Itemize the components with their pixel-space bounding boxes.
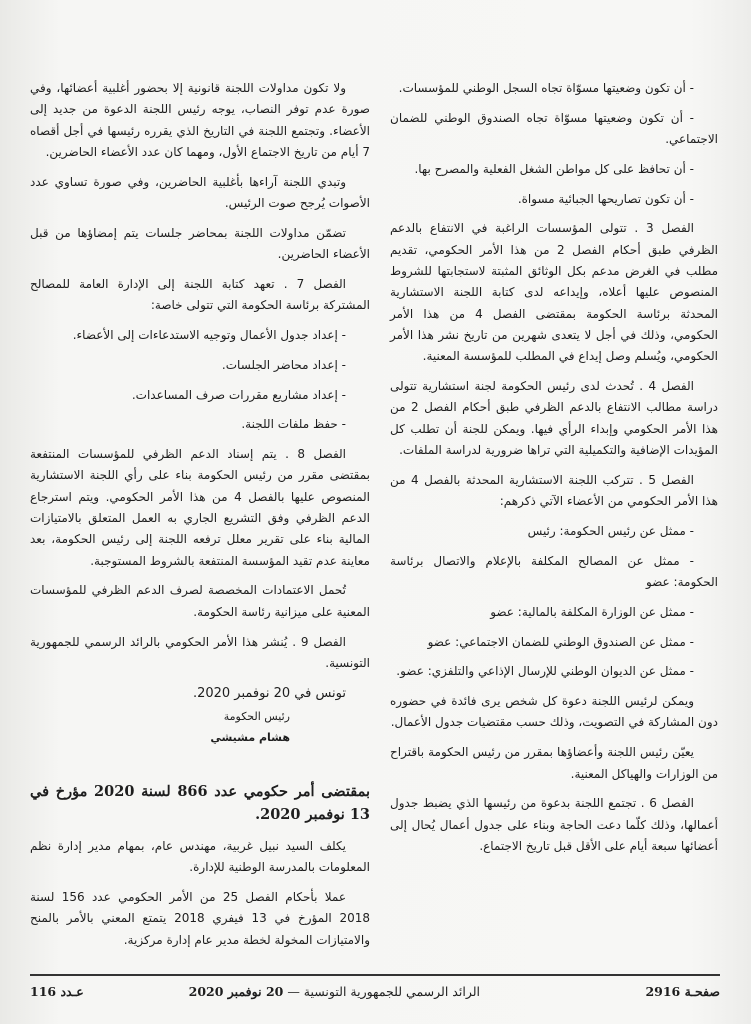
journal-info — [189, 984, 480, 999]
left-column-items — [30, 78, 370, 674]
issue-number: عـدد 116 — [30, 984, 84, 999]
right-column-items — [390, 78, 718, 857]
list-item: - إعداد محاضر الجلسات. — [221, 357, 346, 372]
list-item: - أن تكون وضعيتها مسوّاة تجاه الصندوق الوطني للضمان الاجتماعي. — [390, 110, 718, 147]
paragraph: يكلف السيد نبيل غربية، مهندس عام، بمهام مدير إدارة نظم المعلومات بالمدرسة الوطنية للإدارة. — [30, 838, 370, 875]
paragraph: الفصل 9 . يُنشر هذا الأمر الحكومي بالرائد الرسمي للجمهورية التونسية. — [30, 634, 370, 670]
paragraph: الفصل 5 . تتركب اللجنة الاستشارية المحدثة بالفصل 4 من هذا الأمر الحكومي من الأعضاء الآتي ذكرهم: — [390, 472, 718, 509]
list-item: - ممثل عن الديوان الوطني للإرسال الإذاعي والتلفزي: عضو. — [396, 664, 694, 679]
decree-items — [30, 836, 370, 951]
list-item: - أن تكون تصاريحها الجبائية مسواة. — [517, 191, 694, 206]
right-column — [390, 78, 718, 866]
paragraph: ويمكن لرئيس اللجنة دعوة كل شخص يرى فائدة في حضوره دون المشاركة في التصويت، وذلك حسب مقتضيات جدول الأعمال. — [390, 694, 718, 730]
page-footer — [30, 984, 720, 1006]
list-item: - إعداد جدول الأعمال وتوجيه الاستدعاءات إلى الأعضاء. — [72, 327, 346, 342]
list-item: - ممثل عن الصندوق الوطني للضمان الاجتماعي: عضو — [427, 634, 694, 649]
paragraph: تضمّن مداولات اللجنة بمحاضر جلسات يتم إمضاؤها من قبل الأعضاء الحاضرين. — [30, 225, 370, 262]
paragraph: يعيّن رئيس اللجنة وأعضاؤها بمقرر من رئيس الحكومة باقتراح من الوزارات والهياكل المعنية. — [390, 745, 718, 781]
list-item: - أن تكون وضعيتها مسوّاة تجاه السجل الوطني للمؤسسات. — [398, 81, 694, 95]
paragraph: ولا تكون مداولات اللجنة قانونية إلا بحضور أغلبية أعضائها، وفي صورة عدم توفر النصاب، يوجه رئيس اللجنة الدعوة من جديد إلى الأعضاء. وتجتمع اللجنة في التاريخ الذي يقرره رئيسها في أجل أقصاه 7 أيام من تاريخ الاجتماع الأول، ومهما كان عدد الأعضاء الحاضرين. — [30, 81, 370, 159]
list-item: - حفظ ملفات اللجنة. — [241, 417, 346, 432]
signing-date: تونس في 20 نوفمبر 2020. — [192, 685, 346, 701]
list-item: - ممثل عن رئيس الحكومة: رئيس — [527, 523, 694, 538]
paragraph: الفصل 4 . تُحدث لدى رئيس الحكومة لجنة استشارية تتولى دراسة مطالب الانتفاع بالدعم الظرفي طبق أحكام الفصل 2 من هذا الأمر الحكومي وإبداء الرأي فيها. ويمكن للجنة أن تطلب كل المؤيدات الإضافية والتكميلية التي تراها ضرورية لدراسة الملفات. — [390, 379, 719, 457]
decree-heading: بمقتضى أمر حكومي عدد 866 لسنة 2020 مؤرخ في 13 نوفمبر 2020. — [30, 782, 371, 823]
journal-separator: — — [283, 984, 304, 999]
signature-title: رئيس الحكومة — [223, 709, 290, 723]
left-column — [30, 78, 370, 959]
paragraph: الفصل 6 . تجتمع اللجنة بدعوة من رئيسها الذي يضبط جدول أعمالها، وذلك كلّما دعت الحاجة وبناء على جدول أعمال يُحال إلى أعضائها سبعة أيام على الأقل قبل تاريخ الاجتماع. — [390, 796, 718, 853]
journal-date: 20 نوفمبر 2020 — [188, 984, 284, 999]
paragraph: الفصل 7 . تعهد كتابة اللجنة إلى الإدارة العامة للمصالح المشتركة برئاسة الحكومة التي تتولى خاصة: — [30, 276, 370, 313]
paragraph: الفصل 8 . يتم إسناد الدعم الظرفي للمؤسسات المنتفعة بمقتضى مقرر من رئيس الحكومة بناء على رأي اللجنة الاستشارية المنصوص عليها بالفصل 4 من هذا الأمر الحكومي. ويتم استرجاع الدعم الظرفي وفق التشريع الجاري به العمل المتعلق بالامتيازات المالية بناء على تقرير معلل ترفعه اللجنة إلى رئيس الحكومة، بعد معاينة عدم تقيد المؤسسة المنتفعة بالشروط المستوجبة. — [30, 447, 370, 568]
page-number: صفحـة 2916 — [645, 984, 720, 999]
list-item: - ممثل عن الوزارة المكلفة بالمالية: عضو — [490, 604, 694, 619]
list-item: - أن تحافظ على كل مواطن الشغل الفعلية والمصرح بها. — [414, 161, 694, 176]
paragraph: الفصل 3 . تتولى المؤسسات الراغبة في الانتفاع بالدعم الظرفي طبق أحكام الفصل 2 من هذا الأمر الحكومي، تقديم مطلب في الغرض مدعم بكل الوثائق المثبتة لاستجابتها للشروط المنصوص عليها أعلاه، وإيداعه لدى كتابة اللجنة الاستشارية المحدثة برئاسة الحكومة بمقتضى الفصل 4 من هذا الأمر الحكومي، وذلك في أجل لا يتعدى شهرين من تاريخ نشر هذا الأمر الحكومي، ويُسلم وصل إيداع في المطلب للمؤسسة المعنية. — [390, 221, 718, 364]
paragraph: تُحمل الاعتمادات المخصصة لصرف الدعم الظرفي للمؤسسات المعنية على ميزانية رئاسة الحكومة. — [30, 583, 370, 619]
paragraph: وتبدي اللجنة آراءها بأغلبية الحاضرين، وفي صورة تساوي عدد الأصوات يُرجح صوت الرئيس. — [30, 174, 370, 210]
journal-title: الرائد الرسمي للجمهورية التونسية — [303, 984, 480, 999]
paragraph: عملا بأحكام الفصل 25 من الأمر الحكومي عدد 156 لسنة 2018 المؤرخ في 13 فيفري 2018 يتمتع المعني بالأمر بالمنح والامتيازات المخولة لخطة مدير عام إدارة مركزية. — [30, 890, 370, 947]
footer-divider — [30, 974, 720, 976]
list-item: - ممثل عن المصالح المكلفة بالإعلام والاتصال برئاسة الحكومة: عضو — [390, 553, 718, 589]
list-item: - إعداد مشاريع مقررات صرف المساعدات. — [131, 387, 346, 402]
signature-name: هشام مشيشي — [210, 730, 290, 744]
